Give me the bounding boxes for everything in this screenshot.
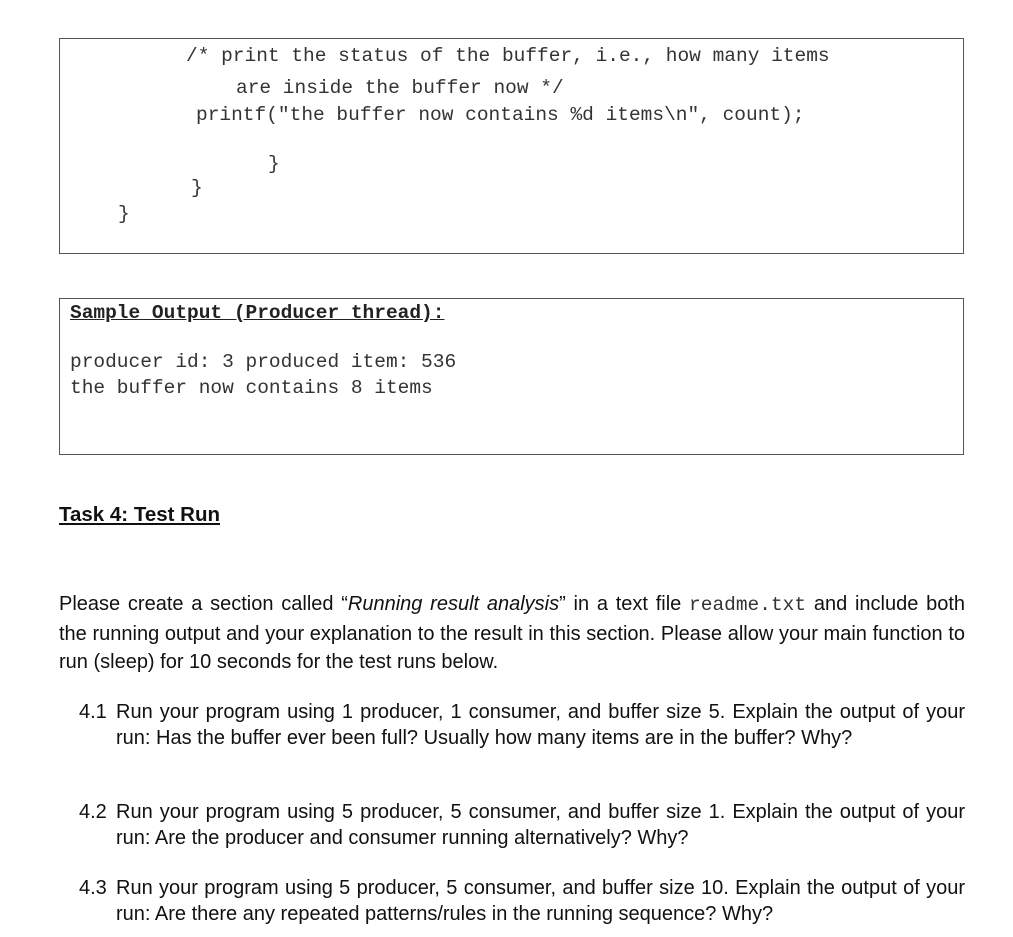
task-item-text: Run your program using 5 producer, 5 consumer, and buffer size 1. Explain the output of your run: Are the producer and consumer running alternatively? Why?: [116, 801, 965, 849]
task-4-heading: Task 4: Test Run: [59, 503, 220, 526]
code-closing-brace-middle: }: [191, 177, 203, 199]
sample-output-line-2: the buffer now contains 8 items: [70, 377, 433, 399]
intro-italic-section-name: Running result analysis: [347, 593, 560, 615]
task-item-number: 4.2: [79, 801, 107, 823]
code-closing-brace-outer: }: [118, 203, 130, 225]
task-item-text: Run your program using 5 producer, 5 consumer, and buffer size 10. Explain the output of your run: Are there any repeated patterns/rules in the running sequence? Why?: [116, 877, 965, 925]
code-snippet-box: [59, 38, 964, 254]
intro-filename-code: readme.txt: [689, 594, 807, 616]
task-item-number: 4.3: [79, 877, 107, 899]
task-item-text: Run your program using 1 producer, 1 consumer, and buffer size 5. Explain the output of your run: Has the buffer ever been full? Usually how many items are in the buffer? Why?: [116, 701, 965, 749]
code-comment-line-1: /* print the status of the buffer, i.e., how many items: [186, 45, 830, 67]
task-item-number: 4.1: [79, 701, 107, 723]
task-4-intro-paragraph: [59, 590, 965, 677]
task-item-4-2: [79, 799, 965, 851]
intro-text-3: and include both the running output and your explanation to the result in this section. Please allow your main function to run (sleep) for 10 seconds for the test runs below.: [59, 593, 966, 673]
task-item-4-1: [79, 699, 965, 751]
code-closing-brace-inner: }: [268, 153, 280, 175]
intro-text-1: Please create a section called “: [59, 593, 348, 615]
code-comment-line-2: are inside the buffer now */: [236, 77, 564, 99]
sample-output-line-1: producer id: 3 produced item: 536: [70, 351, 457, 373]
sample-output-title: Sample Output (Producer thread):: [70, 302, 445, 324]
task-item-4-3: [79, 875, 965, 927]
sample-output-box: [59, 298, 964, 455]
code-printf-line: printf("the buffer now contains %d items\n", count);: [196, 104, 805, 126]
intro-text-2: ” in a text file: [559, 593, 690, 615]
